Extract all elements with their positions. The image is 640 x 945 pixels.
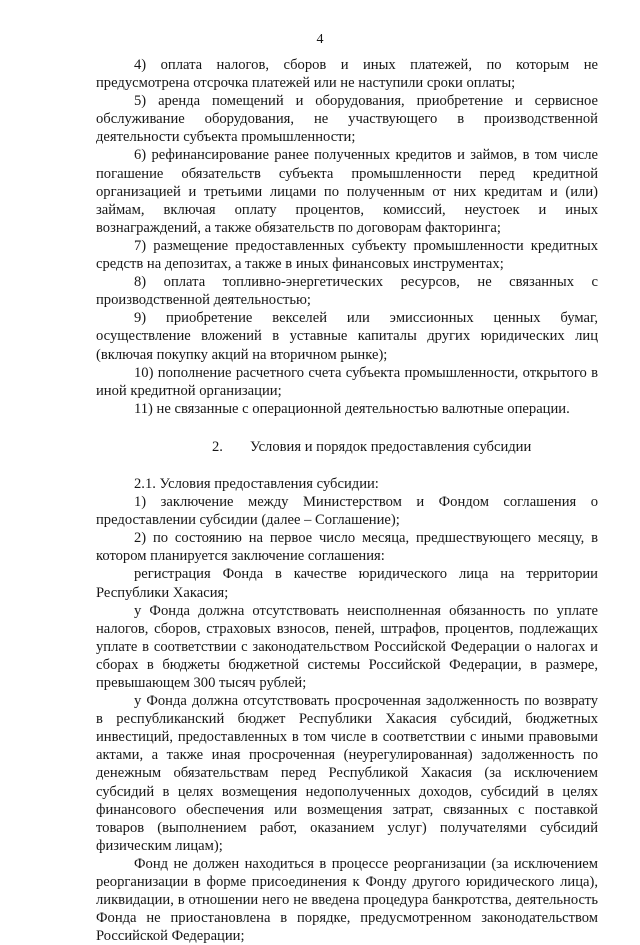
section-heading	[96, 438, 598, 456]
paragraph: Фонд не должен находиться в процессе реорганизации (за исключением реорганизации в форме присоединения к Фонду другого юридического лица), ликвидации, в отношении него не введена процедура банкротства, деятельность Фонда не приостановлена в порядке, предусмотренном законодательством Российской Федерации;	[96, 855, 598, 945]
paragraph: у Фонда должна отсутствовать неисполненная обязанность по уплате налогов, сборов, страховых взносов, пеней, штрафов, процентов, подлежащих уплате в соответствии с законодательством Российской Федерации о налогах и сборах в бюджеты бюджетной системы Российской Федерации, в размере, превышающем 300 тысяч рублей;	[96, 602, 598, 691]
subsection-heading: 2.1. Условия предоставления субсидии:	[134, 475, 379, 492]
list-item: 5) аренда помещений и оборудования, приобретение и сервисное обслуживание оборудования, не участвующего в производственной деятельности субъекта промышленности;	[96, 93, 598, 146]
page-number: 4	[316, 32, 324, 47]
document-body	[96, 56, 598, 945]
list-item: 6) рефинансирование ранее полученных кредитов и займов, в том числе погашение обязательств субъекта промышленности перед кредитной организацией и третьими лицами по полученным от них кредитам и (или) займам, включая оплату процентов, комиссий, неустоек и иных вознаграждений, а также обязательств по договорам факторинга;	[96, 147, 598, 236]
list-item: 7) размещение предоставленных субъекту промышленности кредитных средств на депозитах, а также в иных финансовых инструментах;	[96, 237, 598, 273]
section-title: Условия и порядок предоставления субсидии	[250, 438, 532, 455]
list-item: 4) оплата налогов, сборов и иных платежей, по которым не предусмотрена отсрочка платежей или не наступили сроки оплаты;	[96, 57, 598, 92]
list-item: 9) приобретение векселей или эмиссионных ценных бумаг, осуществление вложений в уставные капиталы других юридических лиц (включая покупку акций на вторичном рынке);	[96, 310, 598, 363]
list-item: 8) оплата топливно-энергетических ресурсов, не связанных с производственной деятельностью;	[96, 274, 598, 309]
list-item: 2) по состоянию на первое число месяца, предшествующего месяцу, в котором планируется заключение соглашения:	[96, 530, 598, 565]
list-item: 11) не связанные с операционной деятельностью валютные операции.	[134, 400, 570, 417]
paragraph: у Фонда должна отсутствовать просроченная задолженность по возврату в республиканский бюджет Республики Хакасия субсидий, бюджетных инвестиций, предоставленных в том числе в соответствии с иными правовыми актами, а также иная просроченная (неурегулированная) задолженность по денежным обязательствам перед Республикой Хакасия (за исключением субсидий в целях возмещения недополученных доходов, субсидий в целях финансового обеспечения или возмещения затрат, связанных с поставкой товаров (выполнением работ, оказанием услуг) получателями субсидий физическим лицам);	[96, 693, 598, 854]
paragraph: регистрация Фонда в качестве юридического лица на территории Республики Хакасия;	[96, 566, 598, 601]
list-item: 10) пополнение расчетного счета субъекта промышленности, открытого в иной кредитной организации;	[96, 364, 598, 399]
list-item: 1) заключение между Министерством и Фондом соглашения о предоставлении субсидии (далее – Соглашение);	[96, 494, 598, 529]
section-number: 2.	[212, 438, 223, 455]
